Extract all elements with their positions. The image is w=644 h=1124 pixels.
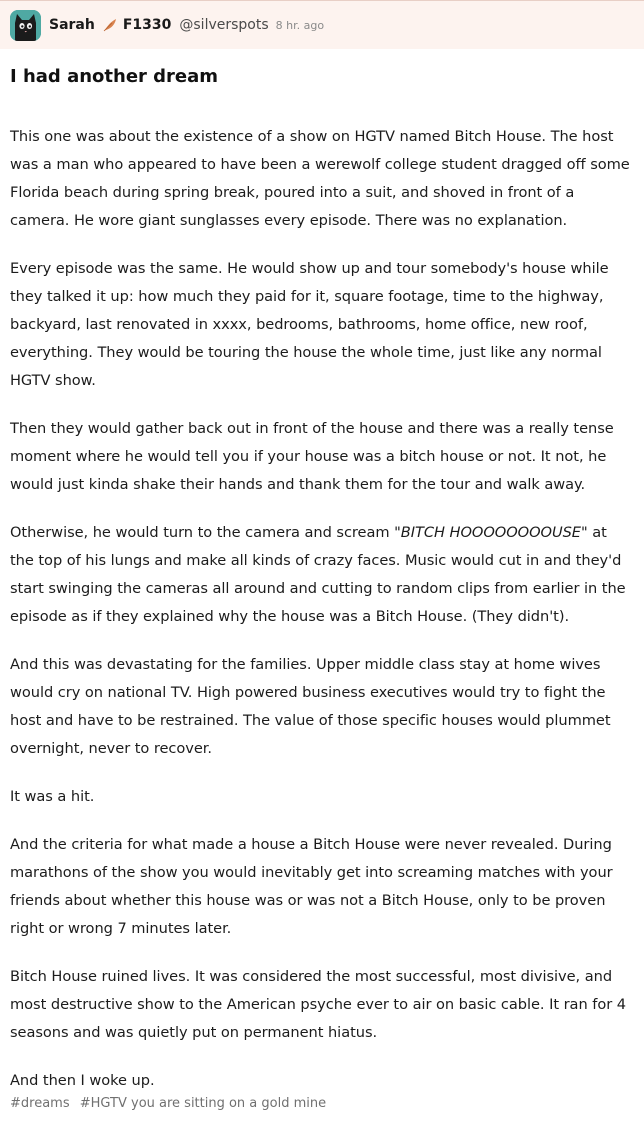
- tag-list: [10, 1096, 332, 1111]
- post-paragraph: And the criteria for what made a house a Bitch House were never revealed. During marathons of the show you would inevitably get into screaming matches with your friends about whether this house was or was not a Bitch House, only to be proven right or wrong 7 minutes later.: [10, 836, 613, 937]
- post-paragraph: Then they would gather back out in front of the house and there was a really tense moment where he would tell you if your house was a bitch house or not. It not, he would just kinda shake their hands and thank them for the tour and walk away.: [10, 420, 614, 493]
- post-paragraph: Every episode was the same. He would show up and tour somebody's house while they talked it up: how much they paid for it, square footage, time to the highway, backyard, last renovated in xxxx, bedrooms, bathrooms, home office, new roof, everything. They would be touring the house the whole time, just like any normal HGTV show.: [10, 260, 609, 389]
- post-paragraph: [10, 519, 635, 631]
- tag-link[interactable]: #HGTV you are sitting on a gold mine: [79, 1096, 327, 1111]
- post-paragraph: And then I woke up.: [10, 1072, 155, 1089]
- tag-link[interactable]: #dreams: [10, 1096, 70, 1111]
- author-display-name[interactable]: Sarah: [49, 17, 95, 33]
- post-paragraph: Bitch House ruined lives. It was considered the most successful, most divisive, and most destructive show to the American psyche ever to air on basic cable. It ran for 4 seasons and was quietly put on permanent hiatus.: [10, 968, 626, 1041]
- emphasized-text: BITCH HOOOOOOOOUSE: [400, 524, 581, 541]
- post-paragraph: And this was devastating for the families. Upper middle class stay at home wives would cry on national TV. High powered business executives would try to fight the host and have to be restrained. The value of those specific houses would plummet overnight, never to recover.: [10, 656, 611, 757]
- post-body: [10, 123, 635, 1115]
- paragraph-text: " at the top of his lungs and make all kinds of crazy faces. Music would cut in and they'd start swinging the cameras all around and cutting to random clips from earlier in the episode as if they explained why the house was a Bitch House. (They didn't).: [10, 524, 626, 625]
- author-handle[interactable]: @silverspots: [179, 17, 269, 33]
- post-header: [0, 0, 644, 49]
- post-paragraph: It was a hit.: [10, 788, 95, 805]
- avatar[interactable]: [10, 10, 41, 41]
- author-badge: F1330: [122, 17, 172, 33]
- post-timestamp[interactable]: 8 hr. ago: [275, 18, 325, 32]
- post-paragraph: This one was about the existence of a show on HGTV named Bitch House. The host was a man who appeared to have been a werewolf college student dragged off some Florida beach during spring break, poured into a suit, and shoved in front of a camera. He wore giant sunglasses every episode. There was no explanation.: [10, 128, 630, 229]
- post-title: I had another dream: [10, 66, 219, 87]
- paragraph-text: Otherwise, he would turn to the camera and scream ": [10, 524, 401, 541]
- black-cat-icon: [10, 10, 41, 41]
- feather-icon: [102, 17, 118, 33]
